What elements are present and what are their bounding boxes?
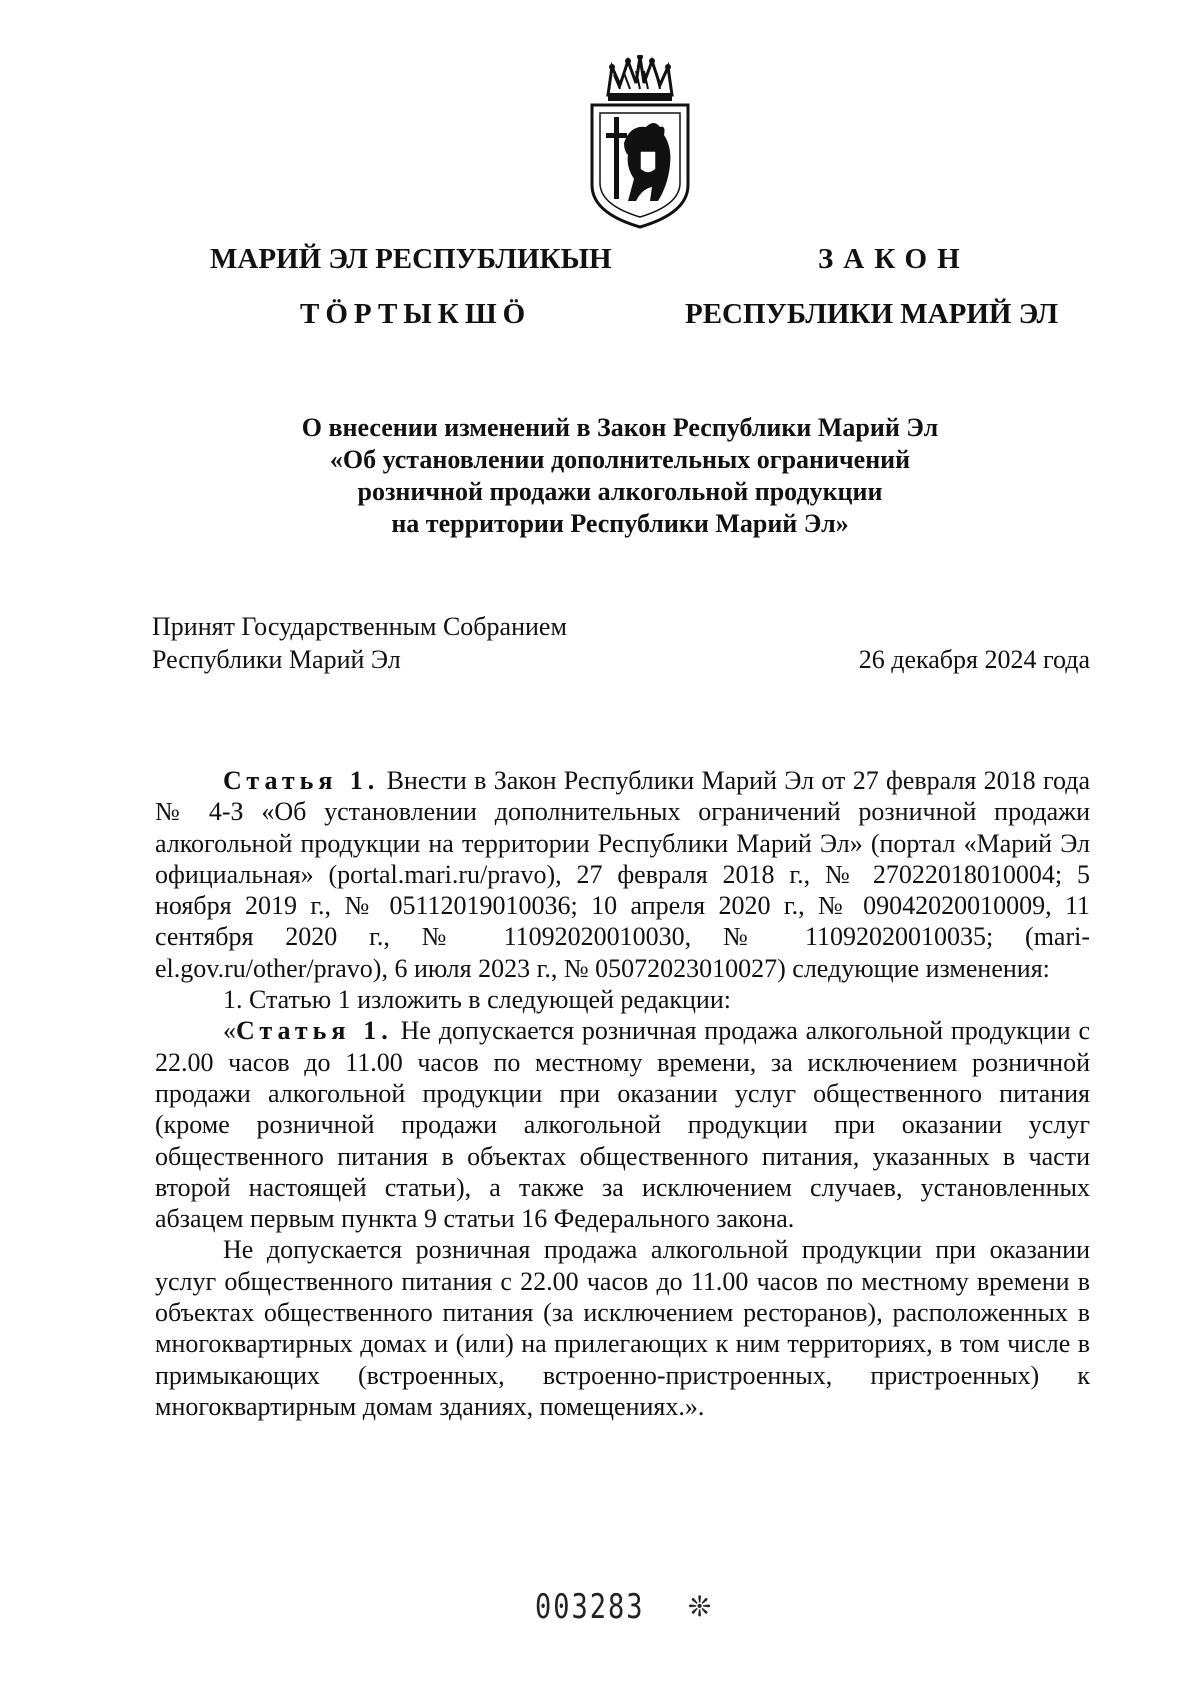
- adopted-line: Принят Государственным Собранием: [152, 612, 567, 641]
- header-right-line2: РЕСПУБЛИКИ МАРИЙ ЭЛ: [685, 298, 1059, 330]
- adopted-line: Республики Марий Эл: [152, 645, 401, 674]
- serial-number: 003283: [535, 1588, 645, 1627]
- title-line: О внесении изменений в Закон Республики Марий Эл: [301, 413, 939, 442]
- header-left-line2: ТӦРТЫКШӦ: [300, 298, 532, 330]
- law-title: [150, 412, 1090, 540]
- title-line: «Об установлении дополнительных ограничений: [329, 445, 911, 474]
- header-left-line1: МАРИЙ ЭЛ РЕСПУБЛИКЫН: [210, 243, 612, 275]
- quoted-article-paragraph: [155, 1015, 1090, 1234]
- paragraph-2: Не допускается розничная продажа алкогольной продукции при оказании услуг общественного питания с 22.00 часов до 11.00 часов по местному времени в объектах общественного питания (за исключением ресторанов), расположенных в многоквартирных домах и (или) на прилегающих к ним территориях, в том числе в примыкающих (встроенных, встроенно-пристроенных, пристроенных) к многоквартирным домам зданиях, помещениях.».: [155, 1235, 1090, 1421]
- item-1: 1. Статью 1 изложить в следующей редакции:: [223, 985, 731, 1015]
- title-line: на территории Республики Марий Эл»: [391, 509, 849, 538]
- article-label: Статья 1.: [223, 766, 380, 795]
- article-text: Внести в Закон Республики Марий Эл от 27 февраля 2018 года № 4-З «Об установлении дополнительных ограничений розничной продажи алкогольной продукции на территории Республики Марий Эл» (портал «Марий Эл официальная» (portal.mari.ru/pravo), 27 февраля 2018 г., № 27022018010004; 5 ноября 2019 г., № 05112019010036; 10 апреля 2020 г., № 09042020010009, 11 сентября 2020 г., № 11092020010030, № 11092020010035; (mari-el.gov.ru/other/pravo), 6 июля 2023 г., № 05072023010027) следующие изменения:: [155, 766, 1091, 983]
- header-right-line1: ЗАКОН: [818, 243, 970, 275]
- quote-open: «: [223, 1016, 236, 1046]
- adopted-date: 26 декабря 2024 года: [858, 645, 1090, 674]
- quoted-article-label: Статья 1.: [236, 1016, 393, 1046]
- coat-of-arms-icon: [580, 55, 700, 235]
- asterisk-mark-icon: ❊: [688, 1590, 712, 1623]
- adopted-by: [152, 610, 567, 676]
- title-line: розничной продажи алкогольной продукции: [357, 477, 883, 506]
- article-1-paragraph: [155, 765, 1090, 984]
- quoted-article-text: Не допускается розничная продажа алкогольной продукции с 22.00 часов до 11.00 часов по местному времени, за исключением розничной продажи алкогольной продукции при оказании услуг общественного питания (кроме розничной продажи алкогольной продукции при оказании услуг общественного питания в объектах общественного питания, указанных в части второй настоящей статьи), а также за исключением случаев, установленных абзацем первым пункта 9 статьи 16 Федерального закона.: [155, 1016, 1091, 1234]
- law-body: [155, 765, 1090, 1422]
